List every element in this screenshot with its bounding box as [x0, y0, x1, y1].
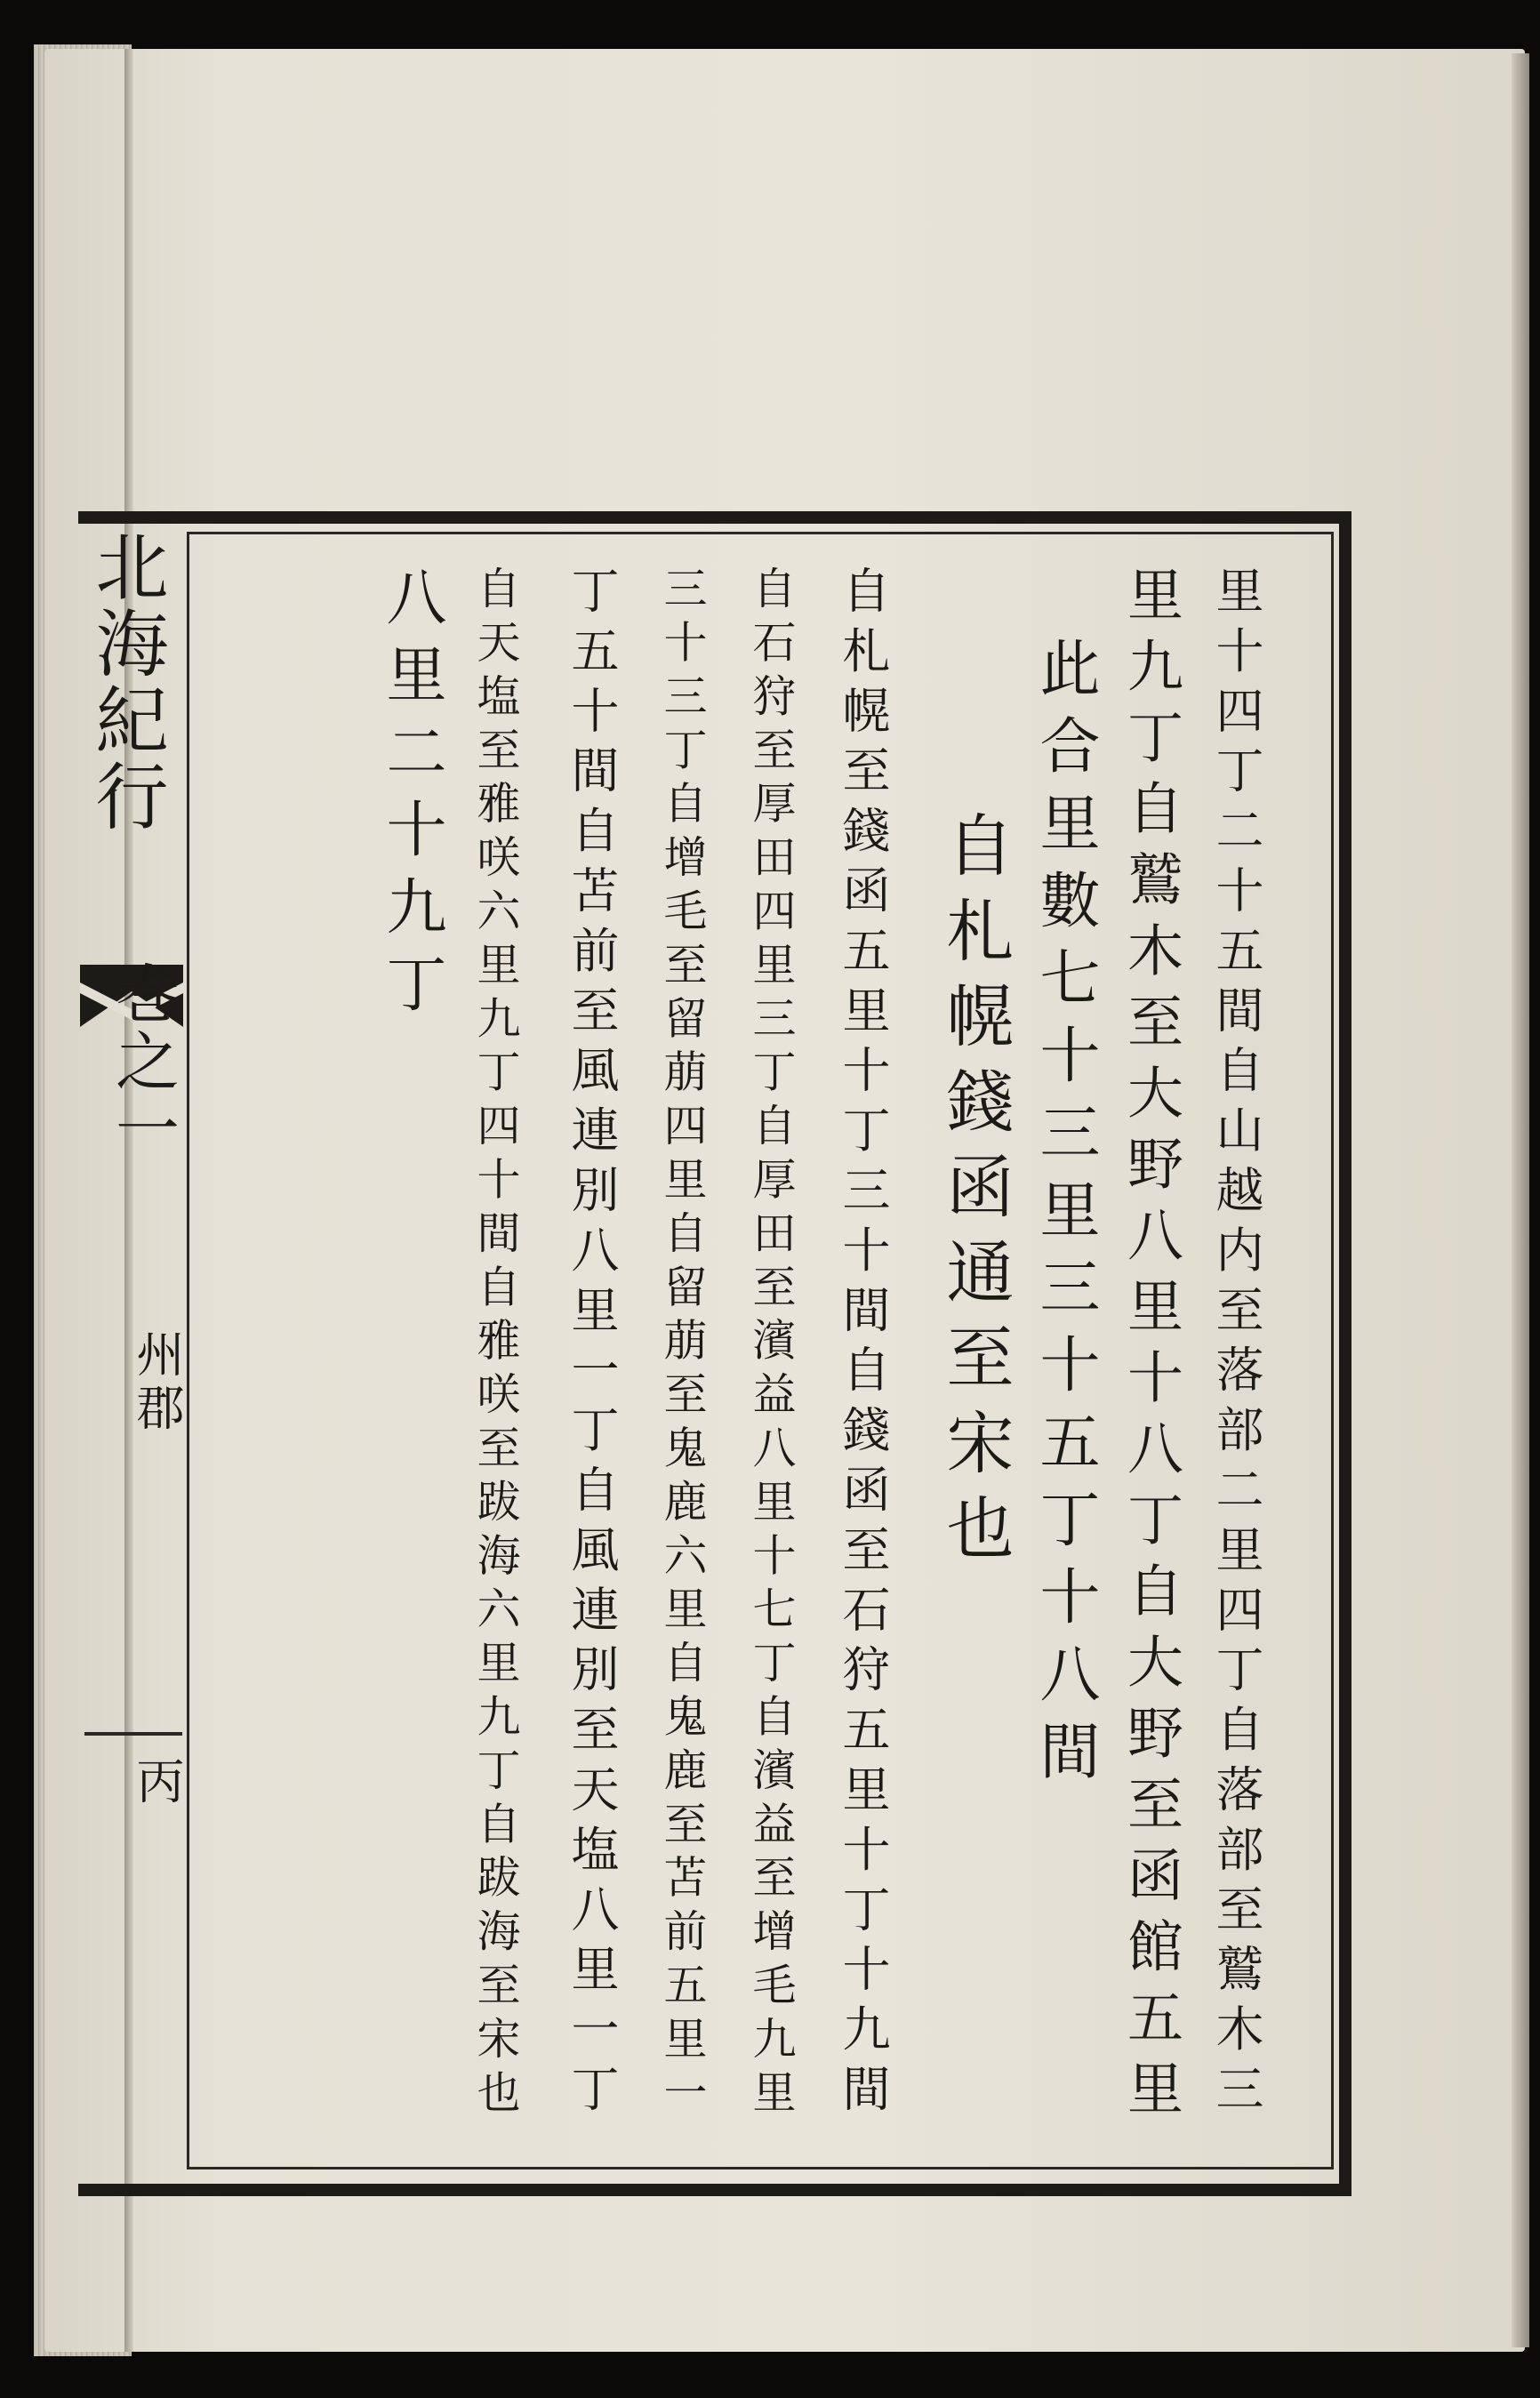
text-column-4: 自札幌錢函通至宋也 [935, 810, 1015, 1578]
text-inner-frame [187, 532, 1334, 2169]
chapter-label: 州郡 [129, 1329, 185, 1436]
text-column-9: 自天塩至雅咲六里九丁四十間自雅咲至跋海六里九丁自跋海至宋也 [470, 565, 521, 2123]
text-column-8: 丁五十間自苫前至風連別八里一丁自風連別至天塩八里一丁 [564, 565, 620, 2124]
text-column-3: 此合里數七十三里三十五丁十八間 [1030, 637, 1100, 1797]
text-column-6: 自石狩至厚田四里三丁自厚田至濱益八里十七丁自濱益至增毛九里 [746, 565, 797, 2123]
page-marker: 丙 [129, 1756, 185, 1804]
text-column-1: 里十四丁二十五間自山越内至落部二里四丁自落部至鷲木三 [1208, 565, 1264, 2124]
page-right-edge [1512, 53, 1529, 2347]
text-column-5: 自札幌至錢函五里十丁三十間自錢函至石狩五里十丁十九間 [835, 565, 891, 2124]
text-column-10: 八里二十九丁 [376, 565, 446, 1030]
text-column-7: 三十三丁自增毛至留萠四里自留萠至鬼鹿六里自鬼鹿至苫前五里一 [657, 565, 708, 2123]
volume-label: 巻之一 [105, 960, 180, 1163]
book-title: 北海紀行 [84, 529, 168, 835]
text-column-2: 里九丁自鷲木至大野八里十八丁自大野至函館五里 [1119, 565, 1183, 2130]
